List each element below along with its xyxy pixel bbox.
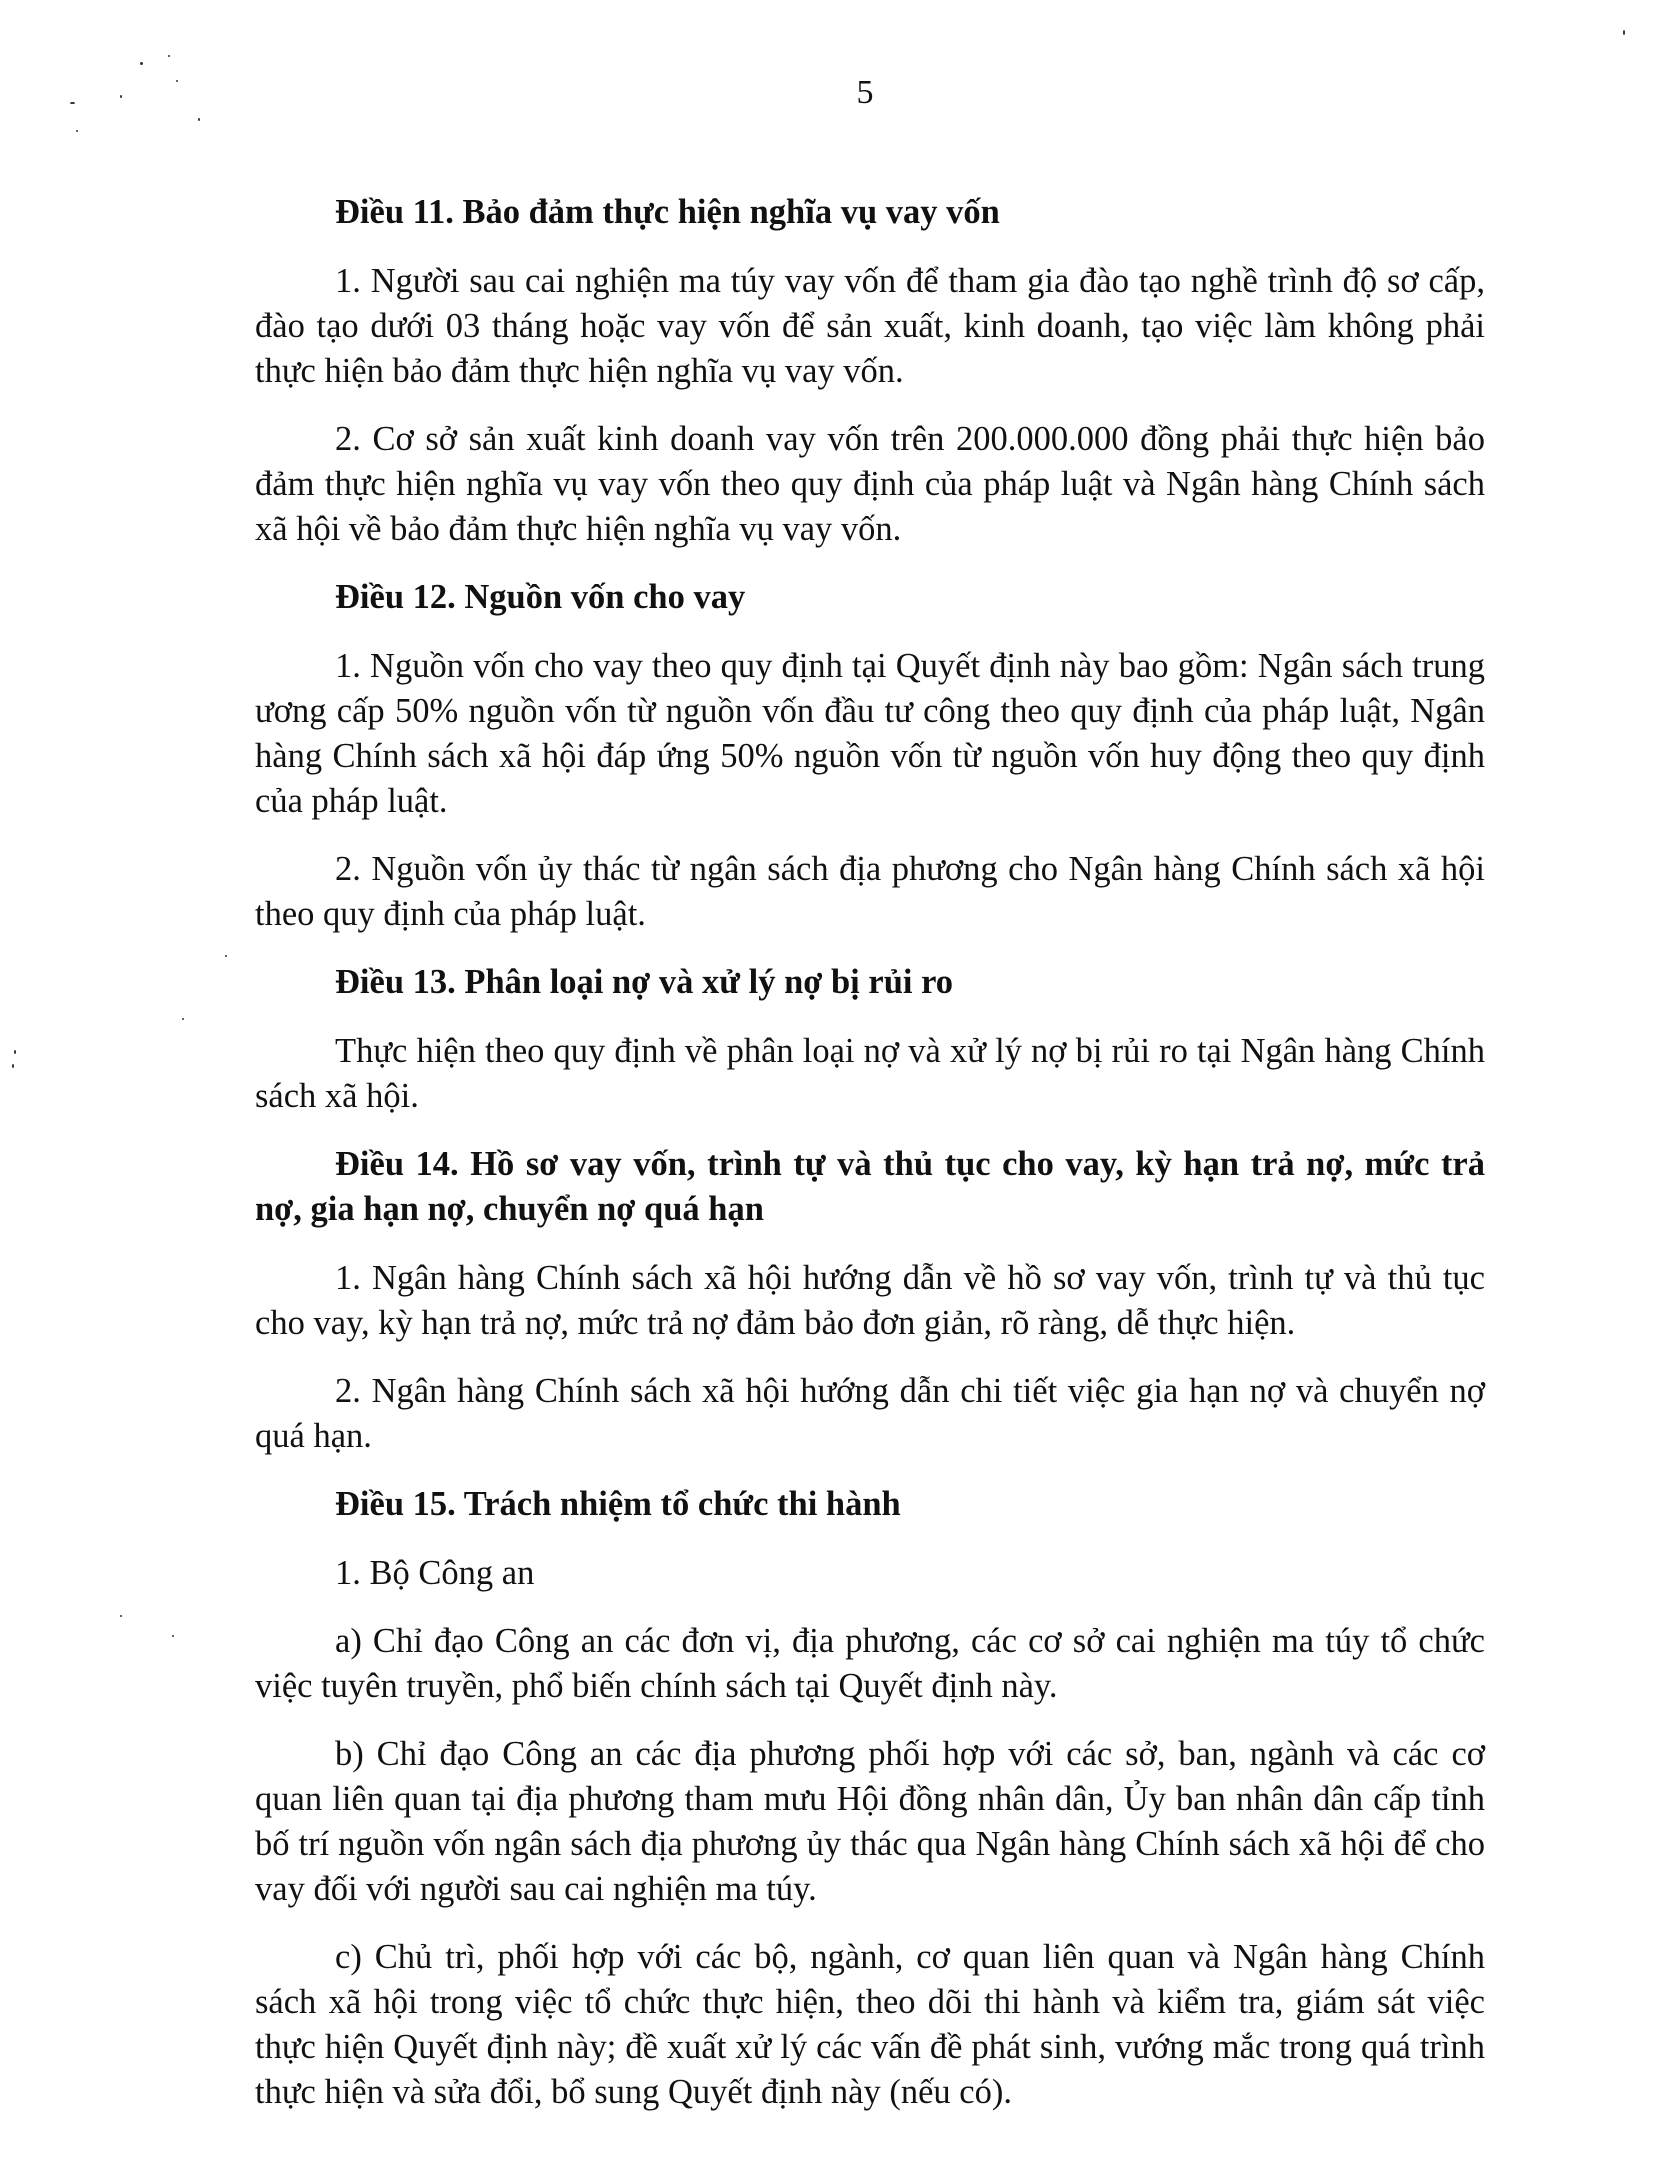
article-15 [255,1482,1485,2115]
paragraph: 1. Người sau cai nghiện ma túy vay vốn để tham gia đào tạo nghề trình độ sơ cấp, đào tạo dưới 03 tháng hoặc vay vốn để sản xuất, kinh doanh, tạo việc làm không phải thực hiện bảo đảm thực hiện nghĩa vụ vay vốn. [255,262,1485,390]
scan-speck [172,1635,174,1637]
article-heading: Điều 11. Bảo đảm thực hiện nghĩa vụ vay vốn [335,193,1000,231]
article-heading: Điều 14. Hồ sơ vay vốn, trình tự và thủ tục cho vay, kỳ hạn trả nợ, mức trả nợ, gia hạn nợ, chuyển nợ quá hạn [255,1145,1485,1228]
paragraph: 1. Ngân hàng Chính sách xã hội hướng dẫn về hồ sơ vay vốn, trình tự và thủ tục cho vay, kỳ hạn trả nợ, mức trả nợ đảm bảo đơn giản, rõ ràng, dễ thực hiện. [255,1259,1485,1342]
paragraph: 2. Cơ sở sản xuất kinh doanh vay vốn trên 200.000.000 đồng phải thực hiện bảo đảm thực hiện nghĩa vụ vay vốn theo quy định của pháp luật và Ngân hàng Chính sách xã hội về bảo đảm thực hiện nghĩa vụ vay vốn. [255,420,1485,548]
scan-speck [168,55,170,57]
article-heading: Điều 15. Trách nhiệm tổ chức thi hành [335,1485,901,1523]
paragraph: 2. Nguồn vốn ủy thác từ ngân sách địa phương cho Ngân hàng Chính sách xã hội theo quy định của pháp luật. [255,850,1485,933]
scan-speck [140,62,143,65]
paragraph: 1. Bộ Công an [335,1554,535,1592]
paragraph: 2. Ngân hàng Chính sách xã hội hướng dẫn chi tiết việc gia hạn nợ và chuyển nợ quá hạn. [255,1372,1485,1455]
article-heading: Điều 13. Phân loại nợ và xử lý nợ bị rủi ro [335,963,954,1001]
paragraph: b) Chỉ đạo Công an các địa phương phối hợp với các sở, ban, ngành và các cơ quan liên quan tại địa phương tham mưu Hội đồng nhân dân, Ủy ban nhân dân cấp tỉnh bố trí nguồn vốn ngân sách địa phương ủy thác qua Ngân hàng Chính sách xã hội để cho vay đối với người sau cai nghiện ma túy. [255,1735,1485,1908]
article-12 [255,575,1485,937]
scan-speck [1623,30,1625,35]
paragraph: c) Chủ trì, phối hợp với các bộ, ngành, cơ quan liên quan và Ngân hàng Chính sách xã hội trong việc tổ chức thực hiện, theo dõi thi hành và kiểm tra, giám sát việc thực hiện Quyết định này; đề xuất xử lý các vấn đề phát sinh, vướng mắc trong quá trình thực hiện và sửa đổi, bổ sung Quyết định này (nếu có). [255,1938,1485,2111]
paragraph: a) Chỉ đạo Công an các đơn vị, địa phương, các cơ sở cai nghiện ma túy tổ chức việc tuyên truyền, phổ biến chính sách tại Quyết định này. [255,1622,1485,1705]
article-11 [255,190,1485,552]
scan-speck [12,1064,14,1068]
article-14 [255,1142,1485,1459]
paragraph: Thực hiện theo quy định về phân loại nợ và xử lý nợ bị rủi ro tại Ngân hàng Chính sách xã hội. [255,1032,1485,1115]
page-number: 5 [856,74,874,111]
paragraph: 1. Nguồn vốn cho vay theo quy định tại Quyết định này bao gồm: Ngân sách trung ương cấp 50% nguồn vốn từ nguồn vốn đầu tư công theo quy định của pháp luật, Ngân hàng Chính sách xã hội đáp ứng 50% nguồn vốn từ nguồn vốn huy động theo quy định của pháp luật. [255,647,1485,820]
scan-speck [182,1018,184,1020]
scan-speck [225,955,227,957]
scan-speck [14,1050,16,1054]
scan-speck [198,118,200,121]
article-13 [255,960,1485,1119]
scan-speck [76,130,78,132]
document-body [255,190,1485,2138]
scan-speck [120,1615,122,1617]
article-heading: Điều 12. Nguồn vốn cho vay [335,578,746,616]
